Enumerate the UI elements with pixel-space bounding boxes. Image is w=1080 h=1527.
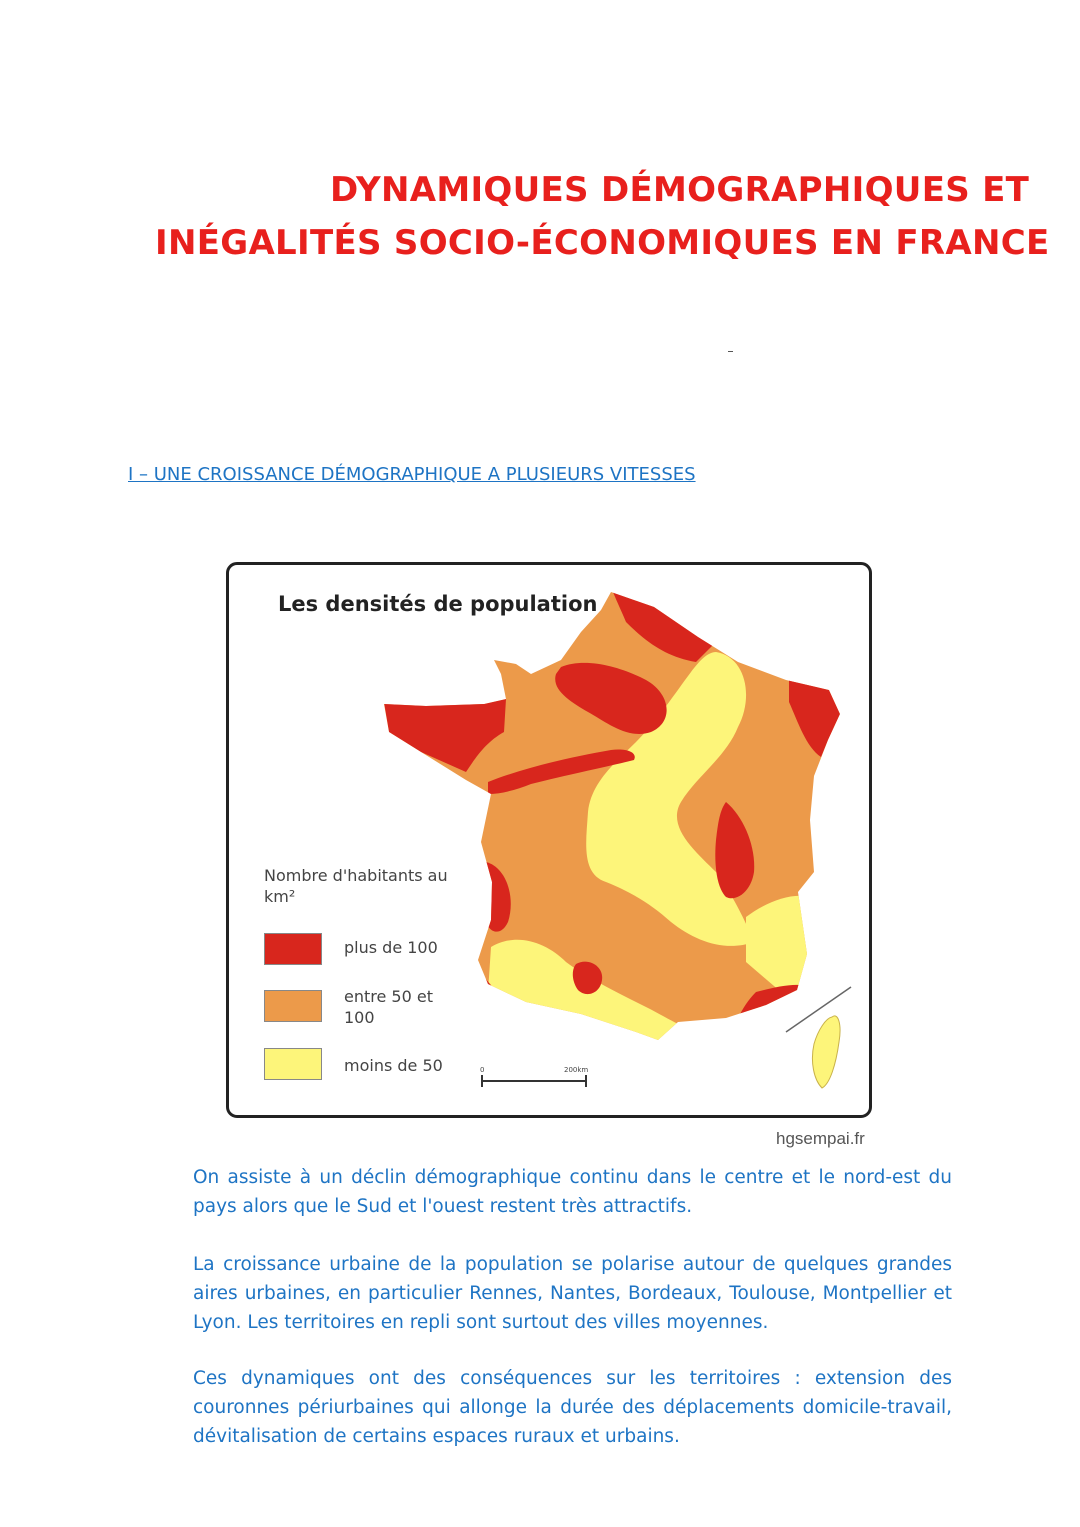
legend-swatch-low [264, 1048, 322, 1080]
legend-label-medium: entre 50 et 100 [344, 987, 433, 1027]
scale-start-label: 0 [480, 1066, 485, 1074]
paragraph-1: On assiste à un déclin démographique continu dans le centre et le nord-est du pays alors que le Sud et l'ouest restent très attractifs. [193, 1167, 952, 1217]
population-density-map [226, 562, 872, 1118]
legend-label-high: plus de 100 [344, 938, 438, 957]
paragraph-3: Ces dynamiques ont des conséquences sur les territoires : extension des couronnes périurbaines qui allonge la durée des déplacements domicile-travail, dévitalisation de certains espaces ruraux et urbains. [193, 1368, 952, 1447]
legend-title: Nombre d'habitants au km² [264, 866, 448, 906]
document-title-line-1: DYNAMIQUES DÉMOGRAPHIQUES ET [330, 170, 1030, 210]
corsica-separator [786, 987, 851, 1032]
paragraph-2: La croissance urbaine de la population se polarise autour de quelques grandes aires urbaines, en particulier Rennes, Nantes, Bordeaux, Toulouse, Montpellier et Lyon. Les territoires en repli sont surtout des villes moyennes. [193, 1254, 952, 1333]
legend-swatch-medium [264, 990, 322, 1022]
scale-end-label: 200km [564, 1066, 589, 1074]
stray-mark [728, 351, 733, 352]
legend-label-low: moins de 50 [344, 1056, 443, 1075]
legend-swatch-high [264, 933, 322, 965]
corsica-shape [812, 1016, 840, 1088]
document-title-line-2: INÉGALITÉS SOCIO-ÉCONOMIQUES EN FRANCE [155, 223, 1050, 263]
section-heading[interactable]: I – UNE CROISSANCE DÉMOGRAPHIQUE A PLUSIEURS VITESSES [128, 464, 696, 485]
france-map-svg [226, 562, 872, 1118]
map-title: Les densités de population [278, 592, 598, 616]
map-source: hgsempai.fr [776, 1129, 865, 1148]
